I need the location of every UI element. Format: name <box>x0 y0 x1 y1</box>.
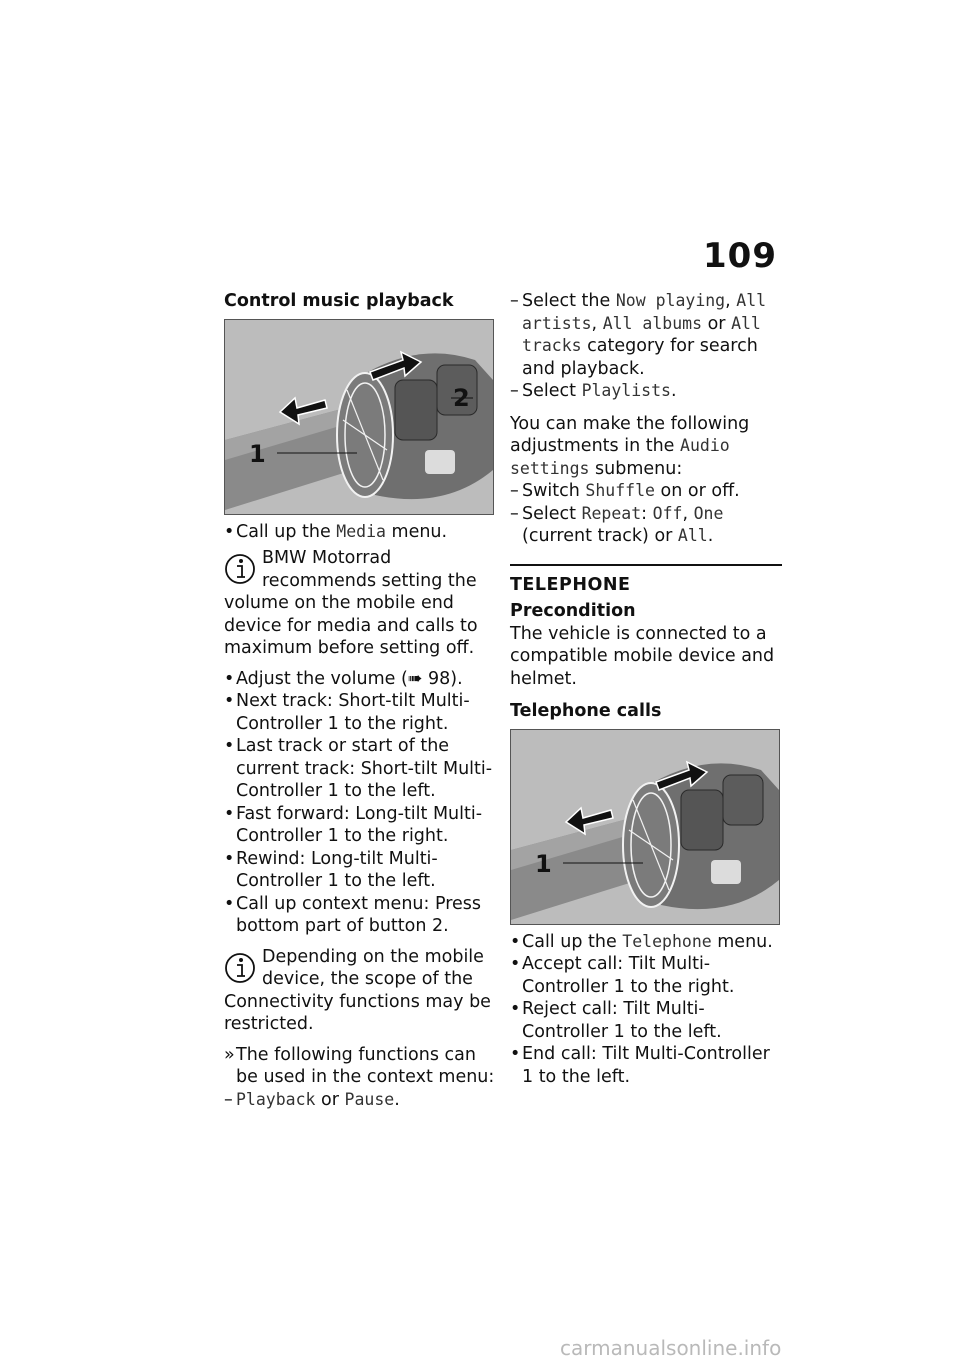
bullet-item: • Accept call: Tilt Multi-Controller 1 to the right. <box>510 953 782 998</box>
context-menu-intro: » The following functions can be used in the context menu: <box>224 1044 496 1089</box>
bullet-item: • Call up context menu: Press bottom part of button 2. <box>224 893 496 938</box>
section-heading-music: Control music playback <box>224 291 454 311</box>
bullet-item: • Adjust the volume (➠ 98). <box>224 668 496 691</box>
bullet-item: • Last track or start of the current track: Short-tilt Multi-Controller 1 to the left. <box>224 735 496 803</box>
handlebar-illustration <box>225 320 493 514</box>
callout-1: 1 <box>535 849 552 878</box>
info-note-volume <box>224 547 496 660</box>
info-note-text: BMW Motorrad recommends setting the volume on the mobile end device for media and calls to maximum before setting off. <box>224 548 478 658</box>
call-up-telephone-item: • Call up the Telephone menu. <box>510 931 782 954</box>
section-divider <box>510 564 782 566</box>
page-number: 109 <box>703 236 777 276</box>
precondition-heading: Precondition <box>510 601 636 621</box>
handlebar-illustration <box>511 730 779 924</box>
left-column <box>224 290 496 1111</box>
select-playlists-item: – Select Playlists. <box>510 380 782 403</box>
section-title-telephone: TELEPHONE <box>510 574 631 595</box>
bullet-item: • Next track: Short-tilt Multi-Controller 1 to the right. <box>224 690 496 735</box>
telephone-calls-heading: Telephone calls <box>510 701 662 721</box>
bullet-item: • Fast forward: Long-tilt Multi-Controller 1 to the right. <box>224 803 496 848</box>
call-up-media-item: • Call up the Media menu. <box>224 521 496 544</box>
info-icon <box>224 551 256 587</box>
watermark: carmanualsonline.info <box>560 1336 782 1360</box>
bullet-item: • Rewind: Long-tilt Multi-Controller 1 to the left. <box>224 848 496 893</box>
callout-2: 2 <box>453 383 470 412</box>
repeat-item: – Select Repeat: Off, One (current track) or All. <box>510 503 782 548</box>
right-column <box>510 290 782 1088</box>
handlebar-figure-music <box>224 319 494 515</box>
select-category-item: – Select the Now playing, All artists, All albums or All tracks category for search and playback. <box>510 290 782 380</box>
shuffle-item: – Switch Shuffle on or off. <box>510 480 782 503</box>
info-icon <box>224 950 256 986</box>
precondition-text: The vehicle is connected to a compatible mobile device and helmet. <box>510 623 775 689</box>
info-note-text: Depending on the mobile device, the scope of the Connectivity functions may be restricted. <box>224 946 491 1034</box>
callout-1: 1 <box>249 439 266 468</box>
bullet-item: • End call: Tilt Multi-Controller 1 to the left. <box>510 1043 782 1088</box>
audio-settings-intro: You can make the following adjustments in the Audio settings submenu: <box>510 413 750 479</box>
info-note-connectivity <box>224 946 496 1036</box>
bullet-item: • Reject call: Tilt Multi-Controller 1 to the left. <box>510 998 782 1043</box>
context-menu-item: – Playback or Pause. <box>224 1089 496 1112</box>
handlebar-figure-telephone <box>510 729 780 925</box>
